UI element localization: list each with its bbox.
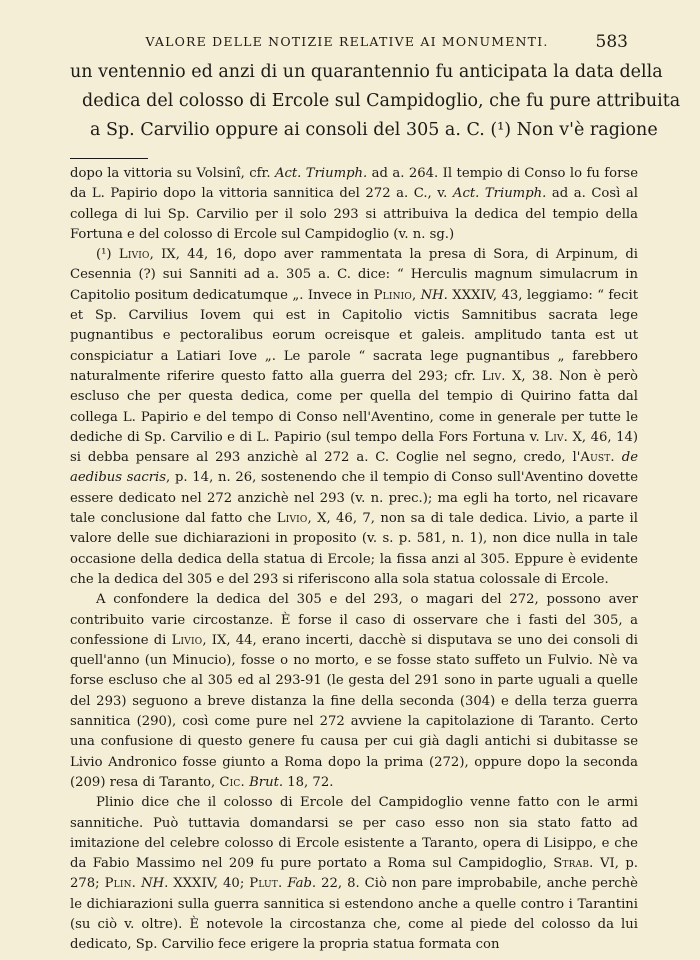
author-name: Cic. — [219, 774, 245, 790]
footnote-text: dopo la vittoria su Volsinî, cfr. — [70, 166, 275, 181]
footnote-paragraph — [70, 245, 638, 590]
main-text-line: dedica del colosso di Ercole sul Campidoglio, che fu pure attribuita — [82, 91, 681, 111]
footnote-separator — [70, 158, 148, 159]
footnote-text — [615, 450, 622, 465]
author-name: Livio — [118, 247, 150, 263]
footnote-text: ad a. 264. Il tempio di Conso lo fu forse da L. Papirio dopo la vittoria sannitica del 272 a. C., v. — [70, 166, 638, 202]
footnote-text: A confondere la dedica del 305 e del 293, o magari del 272, possono aver contribuito varie circostanze. È forse il caso di osservare che i fasti del 305, a confessione di — [70, 592, 638, 648]
italic-citation: de aedibus sacris — [70, 450, 638, 486]
italic-citation: Fab. — [287, 876, 317, 892]
footnote-text: , IX, 44, erano incerti, dacchè si disputava se uno dei consoli di quell'anno (un Minucio), fosse o no morto, e se fosse stato suffeto un Fulvio. Nè va forse escluso che al 305 ed al 293-91 (le gesta del 291 sono in parte uguali a quelle del 293) seguono a breve distanza la fine della seconda (304) e della terza guerra sannitica (290), così come pure nel 272 avviene la capitolazione di Taranto. Certo una confusione di questo genere fu causa per cui già dagli antichi si dubitasse se Livio Andronico fosse giunto a Roma dopo la prima (272), oppure dopo la seconda (209) resa di Taranto, — [70, 632, 638, 790]
footnote-text: XXXIV, 40; — [168, 876, 250, 892]
author-name: Aust. — [580, 450, 615, 466]
footnote-paragraph — [70, 590, 638, 793]
footnote-text: , X, 46, 7, non sa di tale dedica. Livio, a parte il valore delle sue dichiarazioni in proposito (v. s. p. 581, n. 1), non dice nulla in tale occasione della dedica della statua di Ercole; la fissa anzi al 305. Eppure è evidente che la dedica del 305 e del 293 si riferiscono alla sola statua colossale di Ercole. — [70, 511, 638, 587]
footnote-paragraph — [70, 793, 638, 955]
author-name: Plut. — [249, 876, 283, 892]
author-name: Plinio — [373, 287, 412, 303]
footnote-text: X, 38. Non è però escluso che per questa dedica, come per quella del tempio di Quirino fatta dal collega L. Papirio e del tempo di Conso nell'Aventino, come in generale per tutte le dediche di Sp. Carvilio e di L. Papirio (sul tempo della Fors Fortuna v. — [70, 368, 638, 445]
footnote-text: ad a. Così al collega di lui Sp. Carvilio per il solo 293 si attribuiva la dedica del tempio della Fortuna e del colosso di Ercole sul Campidoglio (v. n. sg.) — [70, 186, 638, 242]
footnote-text: (¹) — [96, 247, 119, 263]
author-name: Liv. — [544, 429, 569, 445]
running-head: VALORE DELLE NOTIZIE RELATIVE AI MONUMENTI. — [145, 34, 549, 49]
main-text — [70, 58, 681, 145]
italic-citation: NH. — [420, 287, 448, 303]
footnote-text: , — [412, 287, 421, 303]
footnote-text: X, 46, 14) si debba pensare al 293 anzichè al 272 a. C. Coglie nel segno, credo, l' — [70, 429, 638, 466]
author-name: Livio — [171, 632, 203, 648]
italic-citation: Act. Triumph. — [452, 186, 547, 202]
main-text-line: un ventennio ed anzi di un quarantennio fu anticipata la data della — [70, 62, 663, 82]
author-name: Plin. — [104, 876, 137, 892]
footnotes — [70, 164, 638, 956]
author-name: Liv. — [481, 368, 506, 384]
footnote-paragraph — [70, 164, 638, 245]
author-name: Strab. — [553, 856, 594, 872]
page-header — [66, 32, 628, 52]
author-name: Livio — [276, 511, 308, 527]
footnote-text: , p. 14, n. 26, sostenendo che il tempio di Conso sull'Aventino dovette essere dedicato nel 272 anzichè nel 293 (v. n. prec.); ma egli ha torto, nel ricavare tale conclusione dal fatto che — [70, 470, 638, 527]
footnote-text: Plinio dice che il colosso di Ercole del Campidoglio venne fatto con le armi sannitiche. Può tuttavia domandarsi se per caso esso non sia stato fatto ad imitazione del celebre colosso di Ercole esistente a Taranto, opera di Lisippo, e che da Fabio Massimo nel 209 fu pure portato a Roma sul Campidoglio, — [70, 795, 638, 872]
italic-citation: Brut. — [249, 774, 284, 790]
italic-citation: NH. — [141, 876, 169, 892]
footnote-text: 18, 72. — [283, 774, 334, 790]
footnote-text: XXXIV, 43, leggiamo: “ fecit et Sp. Carvilius Iovem qui est in Capitolio victis Samnitibus sacrata lege pugnantibus e pectoralibus eorum ocreisque et galeis. amplitudo tanta est ut conspiciatur a Latiari Iove „. Le parole “ sacrata lege pugnantibus „ farebbero naturalmente riferire questo fatto alla guerra del 293; cfr. — [70, 287, 639, 384]
page-number: 583 — [595, 32, 628, 52]
footnote-text: VI, p. 278; — [70, 856, 638, 892]
footnote-text: 22, 8. Ciò non pare improbabile, anche perchè le dichiarazioni sulla guerra sannitica si estendono anche a quelle contro i Tarantini (su ciò v. oltre). È notevole la circostanza che, come al piede del colosso da lui dedicato, Sp. Carvilio fece erigere la propria statua formata con — [70, 876, 638, 953]
italic-citation: Act. Triumph. — [274, 166, 368, 181]
footnote-text: , IX, 44, 16, dopo aver rammentata la presa di Sora, di Arpinum, di Cesennia (?) sui Sanniti ad a. 305 a. C. dice: “ Herculis magnum simulacrum in Capitolio positum dedicatumque „. Invece in — [70, 247, 638, 303]
main-text-line: a Sp. Carvilio oppure ai consoli del 305 a. C. (¹) Non v'è ragione — [90, 120, 658, 140]
